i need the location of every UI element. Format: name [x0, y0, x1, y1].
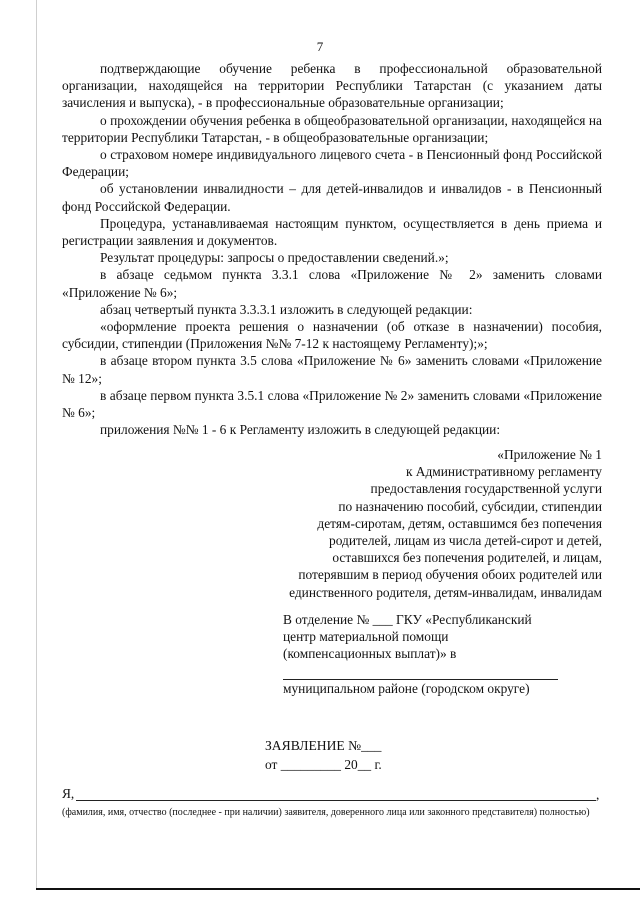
- paragraph: Процедура, устанавливаемая настоящим пунктом, осуществляется в день приема и регистрации заявления и документов.: [62, 215, 602, 249]
- body-text: [62, 60, 602, 438]
- paragraph: в абзаце втором пункта 3.5 слова «Приложение № 6» заменить словами «Приложение № 12»;: [62, 353, 602, 386]
- form-title: ЗАЯВЛЕНИЕ №___: [265, 738, 382, 753]
- appendix-header-line: единственного родителя, детям-инвалидам, инвалидам: [289, 584, 602, 600]
- applicant-label: Я,: [62, 786, 75, 801]
- address-blank-line: [283, 665, 558, 680]
- appendix-header-line: потерявшим в период обучения обоих родителей или: [298, 567, 602, 583]
- paragraph: в абзаце седьмом пункта 3.3.1 слова «Приложение № 2» заменить словами «Приложение № 6»;: [62, 267, 602, 300]
- paragraph: «оформление проекта решения о назначении (об отказе в назначении) пособия, субсидии, стипендии (Приложения №№ 7-12 к настоящему Регламенту);»;: [62, 319, 602, 352]
- paragraph: Результат процедуры: запросы о предоставлении сведений.»;: [100, 250, 449, 266]
- appendix-header-line: «Приложение № 1: [497, 447, 602, 462]
- appendix-header-line: детям-сиротам, детям, оставшимся без попечения: [317, 515, 602, 531]
- appendix-header-line: к Административному регламенту: [405, 464, 602, 480]
- scan-edge-line: [36, 0, 37, 890]
- form-date: от _________ 20__ г.: [265, 757, 382, 772]
- appendix-header-line: оставшихся без попечения родителей, и лицам,: [332, 550, 602, 566]
- page-number: 7: [316, 39, 324, 54]
- applicant-name-line: [76, 800, 596, 801]
- paragraph: о прохождении обучения ребенка в общеобразовательной организации, находящейся на территории Республики Татарстан, - в общеобразовательные организации;: [62, 112, 602, 145]
- appendix-header: [282, 446, 602, 601]
- address-line: центр материальной помощи: [283, 629, 449, 645]
- paragraph: подтверждающие обучение ребенка в профессиональной образовательной организации, находящейся на территории Республики Татарстан (с указанием даты зачисления и выпуска), - в профессиональные образовательные организации;: [62, 61, 602, 111]
- applicant-caption: (фамилия, имя, отчество (последнее - при наличии) заявителя, доверенного лица или законного представителя) полностью): [62, 807, 590, 818]
- appendix-header-line: предоставления государственной услуги: [370, 481, 602, 497]
- address-line: (компенсационных выплат)» в: [283, 646, 457, 662]
- applicant-line-comma: ,: [596, 787, 600, 802]
- address-line: муниципальном районе (городском округе): [283, 680, 530, 696]
- paragraph: абзац четвертый пункта 3.3.3.1 изложить в следующей редакции:: [100, 301, 473, 317]
- bottom-border-line: [36, 888, 640, 890]
- paragraph: об установлении инвалидности – для детей-инвалидов и инвалидов - в Пенсионный фонд Российской Федерации.: [62, 181, 602, 214]
- appendix-header-line: родителей, лицам из числа детей-сирот и детей,: [329, 533, 602, 549]
- appendix-header-line: по назначению пособий, субсидии, стипендии: [338, 498, 602, 514]
- paragraph: о страховом номере индивидуального лицевого счета - в Пенсионный фонд Российской Федерации;: [62, 147, 602, 180]
- paragraph: в абзаце первом пункта 3.5.1 слова «Приложение № 2» заменить словами «Приложение № 6»;: [62, 387, 602, 421]
- address-line: В отделение № ___ ГКУ «Республиканский: [283, 612, 532, 627]
- paragraph: приложения №№ 1 - 6 к Регламенту изложить в следующей редакции:: [100, 422, 501, 438]
- recipient-address: [283, 611, 583, 697]
